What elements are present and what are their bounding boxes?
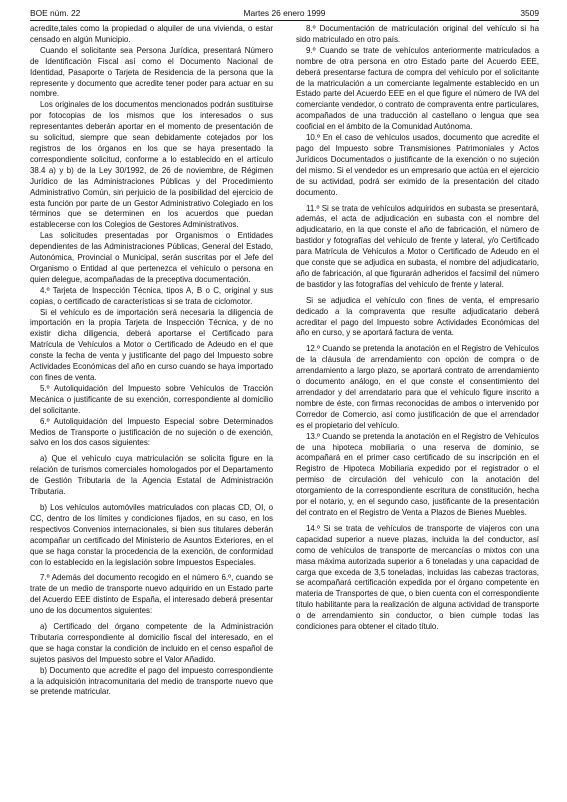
paragraph: b) Los vehículos automóviles matriculados con placas CD, OI, o CC, dentro de los límites y condiciones fijados, en su caso, en los respectivos Convenios internacionales, si bien sus titulares deberán acompañar un certificado del Ministerio de Asuntos Exteriores, en el que se haga constar la procedencia de la exención, de conformidad con lo establecido en la legislación sobre Impuestos Especiales. <box>30 502 273 567</box>
paragraph: 4.º Tarjeta de Inspección Técnica, tipos A, B o C, original y sus copias, o certificado de características si se trata de ciclomotor. <box>30 285 273 306</box>
page-number: 3509 <box>520 8 539 18</box>
paragraph: 5.º Autoliquidación del Impuesto sobre Vehículos de Tracción Mecánica o justificante de su exención, correspondiente al domicilio del solicitante. <box>30 383 273 415</box>
header-rule <box>30 20 539 21</box>
paragraph: b) Documento que acredite el pago del impuesto correspondiente a la adquisición intracomunitaria del medio de transporte nuevo que se pretende matricular. <box>30 665 273 697</box>
paragraph: a) Que el vehículo cuya matriculación se solicita figure en la relación de turismos comerciales homologados por el Departamento de Gestión Tributaria de la Agencia Estatal de Administración Tributaria. <box>30 454 273 497</box>
paragraph: 7.º Además del documento recogido en el número 6.º, cuando se trate de un medio de transporte nuevo adquirido en un Estado parte del Acuerdo EEE distinto de España, el interesado deberá presentar uno de los documentos siguientes: <box>30 573 273 616</box>
paragraph: a) Certificado del órgano competente de la Administración Tributaria correspondiente al domicilio fiscal del interesado, en el que se haga constar la condición de incluido en el censo español de sujetos pasivos del Impuesto sobre el Valor Añadido. <box>30 622 273 664</box>
journal-issue: BOE núm. 22 <box>30 8 81 18</box>
paragraph: Si el vehículo es de importación será necesaria la diligencia de importación en la propia Tarjeta de Inspección Técnica, y de no existir dicha diligencia, deberá aportarse el Certificado para Matrícula de Vehículos a Motor o Certificado de Adeudo en el que conste la fecha de venta y justificante del pago del Impuesto sobre Actividades Económicas del año en curso cuando se haya importado con fines de venta. <box>30 307 273 382</box>
paragraph: 11.º Si se trata de vehículos adquiridos en subasta se presentará, además, el acta de adjudicación en subasta con el nombre del adjudicatario, en la que conste el año de fabricación, el número de bastidor y fotografías del vehículo de frente y lateral, y/o Certificado para Matrícula de Vehículos a Motor o Certificado de Adeudo en el que conste que se adjudica en subasta, el nombre del adjudicatario, año de fabricación, al que figurarán adheridos el facsímil del número de bastidor y las fotografías del vehículo de frente y lateral. <box>296 203 539 289</box>
right-column <box>296 24 539 796</box>
paragraph: 10.º En el caso de vehículos usados, documento que acredite el pago del Impuesto sobre Transmisiones Patrimoniales y Actos Jurídicos Documentados o justificante de la exención o no sujeción del mismo. Si el vendedor es un empresario que actúa en el ejercicio de su actividad, podrá ser eximido de la presentación del citado documento. <box>296 133 539 197</box>
paragraph: 9.º Cuando se trate de vehículos anteriormente matriculados a nombre de otra persona en otro Estado parte del Acuerdo EEE, deberá presentarse factura de compra del vehículo por el solicitante de la matriculación a un comerciante legalmente establecido en un Estado parte del Acuerdo EEE en el que figure el número de IVA del comerciante vendedor, o contrato de compraventa entre particulares, acompañados de una traducción al castellano o lengua que sea cooficial en el ámbito de la Comunidad Autónoma. <box>296 45 539 132</box>
page-header <box>30 7 539 19</box>
paragraph: 13.º Cuando se pretenda la anotación en el Registro de Vehículos de una hipoteca mobiliaria o una reserva de dominio, se acompañará en el primer caso certificado de su inscripción en el Registro de Hipoteca Mobiliaria expedido por el registrador o el permiso de circulación del vehículo con la anotación del otorgamiento de la correspondiente escritura de constitución, hecha por el notario, y, en el segundo caso, justificante de la presentación del contrato en el Registro de Venta a Plazos de Bienes Muebles. <box>296 431 539 517</box>
paragraph: 12.º Cuando se pretenda la anotación en el Registro de Vehículos de la cláusula de arrendamiento con opción de compra o de arrendamiento a largo plazo, se aportará contrato de arrendamiento o documento análogo, en el que conste el consentimiento del arrendador y del arrendatario para que el vehículo figure inscrito a nombre de éste, con firmas reconocidas de ambos o intervenido por Corredor de Comercio, así como justificación de que el arrendador es el propietario del vehículo. <box>296 344 539 430</box>
left-column <box>30 24 273 796</box>
paragraph: acredite,tales como la propiedad o alquiler de una vivienda, o estar censado en algún Municipio. <box>30 24 273 44</box>
paragraph: 14.º Si se trata de vehículos de transporte de viajeros con una capacidad superior a nueve plazas, incluida la del conductor, así como de vehículos de transporte de mercancías o mixtos con una masa máxima autorizada superior a 6 toneladas y una capacidad de carga que exceda de 3,5 toneladas, incluidas las cabezas tractoras, se acompañará certificación expedida por el órgano competente en materia de Transportes de que, o bien cuenta con el correspondiente título habilitante para la realización de alguna actividad de transporte o de arrendamiento sin conductor, o bien cumple todas las condiciones para obtener el citado título. <box>296 523 539 632</box>
paragraph: Los originales de los documentos mencionados podrán sustituirse por fotocopias de los mismos que los interesados o sus representantes deberán aportar en el momento de presentación de su solicitud, siempre que sean debidamente cotejados por los registros de los órganos en los que se haya presentado la correspondiente solicitud, conforme a lo establecido en el artículo 38.4 a) y b) de la Ley 30/1992, de 26 de noviembre, de Régimen Jurídico de las Administraciones Públicas y del Procedimiento Administrativo Común, sin perjuicio de la posibilidad del ejercicio de esta función por parte de un Gestor Administrativo Colegiado en los términos que se determinen en los acuerdos que puedan establecerse con los Colegios de Gestores Administrativos. <box>30 100 273 230</box>
publication-date: Martes 26 enero 1999 <box>243 8 326 18</box>
paragraph: Las solicitudes presentadas por Organismos o Entidades dependientes de las Administraciones Públicas, General del Estado, Autonómica, Provincial o Municipal, serán suscritas por el Jefe del Organismo o Entidad al que pertenezca el vehículo o persona en quien delegue, acompañadas de la preceptiva documentación. <box>30 231 273 284</box>
paragraph: 6.º Autoliquidación del Impuesto Especial sobre Determinados Medios de Transporte o justificación de no sujeción o de exención, salvo en los dos casos siguientes: <box>30 416 273 448</box>
paragraph: Si se adjudica el vehículo con fines de venta, el empresario dedicado a la compraventa que resulte adjudicatario deberá acreditar el pago del Impuesto sobre Actividades Económicas del año en curso, y se aportará factura de venta. <box>296 295 539 338</box>
paragraph: 8.º Documentación de matriculación original del vehículo si ha sido matriculado en otro país. <box>296 24 539 44</box>
paragraph: Cuando el solicitante sea Persona Jurídica, presentará Número de Identificación Fiscal así como el Documento Nacional de Identidad, Pasaporte o Tarjeta de Residencia de la persona que la represente y documento que acredite tener poder para actuar en su nombre. <box>30 45 273 99</box>
